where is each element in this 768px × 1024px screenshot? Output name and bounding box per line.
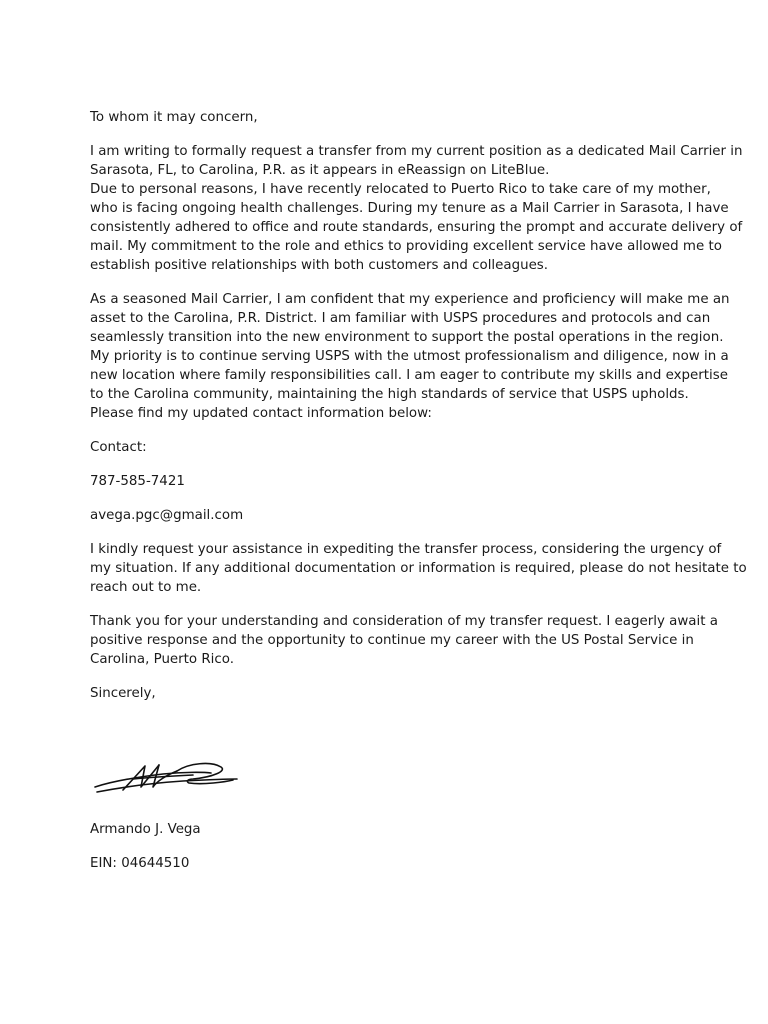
- letter-body: [90, 108, 747, 703]
- paragraph-assistance: [90, 540, 747, 597]
- paragraph-line: I kindly request your assistance in expediting the transfer process, considering the urgency of: [90, 542, 722, 557]
- paragraph-line: As a seasoned Mail Carrier, I am confident that my experience and proficiency will make me an: [90, 292, 730, 307]
- closing: Sincerely,: [90, 686, 156, 701]
- paragraph-transfer-request: [90, 142, 743, 275]
- paragraph-line: reach out to me.: [90, 580, 202, 595]
- paragraph-thanks: [90, 612, 718, 669]
- greeting: To whom it may concern,: [90, 110, 258, 125]
- phone-number: 787-585-7421: [90, 474, 185, 489]
- paragraph-line: I am writing to formally request a transfer from my current position as a dedicated Mail Carrier in: [90, 144, 743, 159]
- paragraph-line: Due to personal reasons, I have recently relocated to Puerto Rico to take care of my mother,: [90, 182, 711, 197]
- paragraph-line: Thank you for your understanding and consideration of my transfer request. I eagerly await a: [90, 614, 718, 629]
- paragraph-line: Carolina, Puerto Rico.: [90, 652, 234, 667]
- email-address: avega.pgc@gmail.com: [90, 508, 244, 523]
- paragraph-line: mail. My commitment to the role and ethics to providing excellent service have allowed me to: [90, 239, 722, 254]
- paragraph-line: Sarasota, FL, to Carolina, P.R. as it appears in eReassign on LiteBlue.: [90, 163, 550, 178]
- paragraph-line: positive response and the opportunity to continue my career with the US Postal Service in: [90, 633, 694, 648]
- paragraph-line: consistently adhered to office and route standards, ensuring the prompt and accurate delivery of: [90, 220, 743, 235]
- paragraph-line: asset to the Carolina, P.R. District. I am familiar with USPS procedures and protocols and can: [90, 311, 711, 326]
- paragraph-line: who is facing ongoing health challenges. During my tenure as a Mail Carrier in Sarasota, I have: [90, 201, 729, 216]
- paragraph-line: to the Carolina community, maintaining the high standards of service that USPS upholds.: [90, 387, 689, 402]
- paragraph-line: seamlessly transition into the new environment to support the postal operations in the region.: [90, 330, 724, 345]
- paragraph-line: new location where family responsibilities call. I am eager to contribute my skills and expertise: [90, 368, 728, 383]
- paragraph-line: My priority is to continue serving USPS with the utmost professionalism and diligence, now in a: [90, 349, 729, 364]
- contact-label: Contact:: [90, 440, 147, 455]
- signer-name: Armando J. Vega: [90, 822, 201, 837]
- paragraph-line: my situation. If any additional documentation or information is required, please do not hesitate to: [90, 561, 747, 576]
- ein-number: EIN: 04644510: [90, 856, 190, 871]
- paragraph-line: Please find my updated contact information below:: [90, 406, 432, 421]
- paragraph-experience: [90, 290, 730, 423]
- paragraph-line: establish positive relationships with both customers and colleagues.: [90, 258, 549, 273]
- signature-image: [93, 757, 241, 797]
